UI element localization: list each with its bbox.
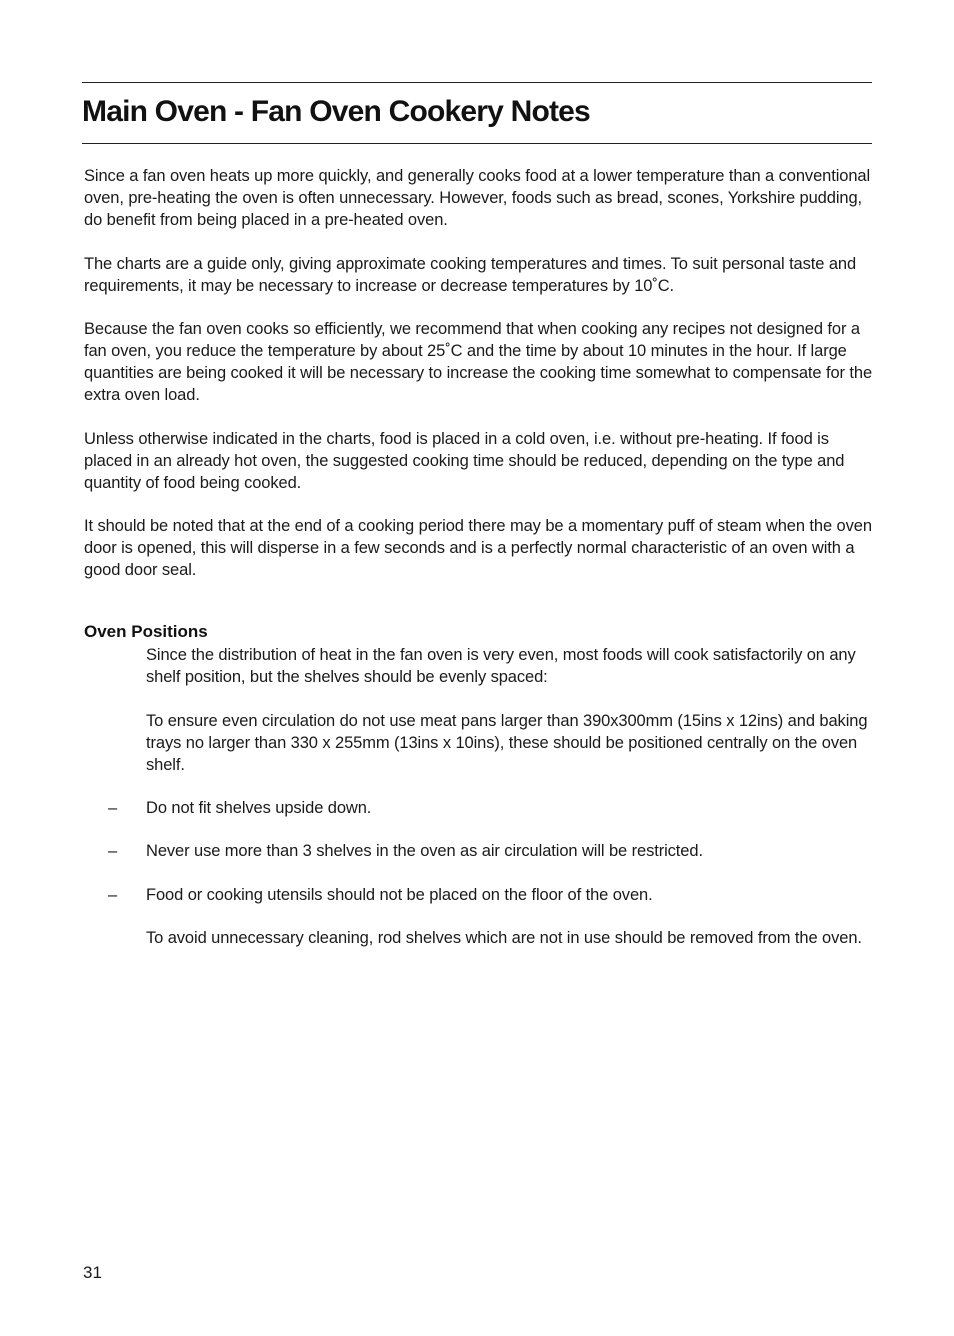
bullet-marker: – bbox=[108, 842, 118, 860]
title-bottom-rule bbox=[82, 143, 872, 144]
oven-positions-paragraph bbox=[146, 644, 876, 688]
title-top-rule bbox=[82, 82, 872, 83]
page-title: Main Oven - Fan Oven Cookery Notes bbox=[82, 95, 590, 128]
intro-paragraph: The charts are a guide only, giving approximate cooking temperatures and times. To suit personal taste and requirements, it may be necessary to increase or decrease temperatures by 10˚C. bbox=[84, 254, 857, 295]
oven-positions-paragraph bbox=[146, 710, 876, 776]
list-item-text: Do not fit shelves upside down. bbox=[146, 799, 372, 817]
pan-size-text: To ensure even circulation do not use meat pans larger than 390x300mm (15ins x 12ins) and baking trays no larger than 330 x 255mm (13ins x 10ins), these should be positioned centrally on the oven shelf. bbox=[146, 712, 868, 774]
bullet-marker: – bbox=[108, 799, 118, 817]
intro-paragraph: Unless otherwise indicated in the charts, food is placed in a cold oven, i.e. without pre-heating. If food is placed in an already hot oven, the suggested cooking time should be reduced, depending on the type and quantity of food being cooked. bbox=[84, 429, 845, 492]
cleaning-note-text: To avoid unnecessary cleaning, rod shelves which are not in use should be removed from the oven. bbox=[146, 929, 862, 947]
list-item bbox=[146, 840, 876, 862]
list-item-text: Food or cooking utensils should not be placed on the floor of the oven. bbox=[146, 886, 653, 904]
intro-paragraph: Because the fan oven cooks so efficiently, we recommend that when cooking any recipes not designed for a fan oven, you reduce the temperature by about 25˚C and the time by about 10 minutes in the hour. If large quantities are being cooked it will be necessary to increase the cooking time somewhat to compensate for the extra oven load. bbox=[84, 320, 873, 404]
page-number: 31 bbox=[83, 1263, 102, 1282]
list-item-text: Never use more than 3 shelves in the oven as air circulation will be restricted. bbox=[146, 842, 703, 860]
oven-positions-paragraph bbox=[146, 927, 876, 949]
list-item bbox=[146, 884, 876, 906]
shelf-spacing-text: Since the distribution of heat in the fan oven is very even, most foods will cook satisfactorily on any shelf position, but the shelves should be evenly spaced: bbox=[146, 646, 856, 686]
bullet-marker: – bbox=[108, 886, 118, 904]
intro-section bbox=[84, 165, 874, 603]
intro-paragraph: It should be noted that at the end of a cooking period there may be a momentary puff of steam when the oven door is opened, this will disperse in a few seconds and is a perfectly normal characteristic of an oven with a good door seal. bbox=[84, 517, 872, 579]
intro-paragraph: Since a fan oven heats up more quickly, and generally cooks food at a lower temperature than a conventional oven, pre-heating the oven is often unnecessary. However, foods such as bread, scones, Yorkshire pudding, do benefit from being placed in a pre-heated oven. bbox=[84, 167, 871, 229]
oven-positions-heading: Oven Positions bbox=[84, 622, 208, 641]
list-item bbox=[146, 797, 876, 819]
